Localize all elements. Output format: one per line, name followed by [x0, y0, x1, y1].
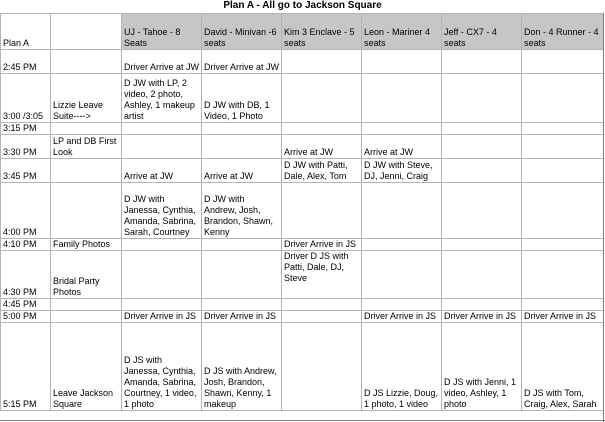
schedule-cell[interactable]: [522, 251, 604, 299]
schedule-cell[interactable]: Driver Arrive in JS: [202, 311, 282, 323]
schedule-cell[interactable]: D JW with LP, 2 video, 2 photo, Ashley, 1 makeup artist: [122, 74, 202, 123]
event-cell[interactable]: [51, 311, 122, 323]
event-cell[interactable]: [51, 50, 122, 74]
schedule-cell[interactable]: D JW with Patti, Dale, Alex, Tom: [282, 159, 362, 183]
sheet-title: Plan A - All go to Jackson Square: [223, 0, 382, 11]
schedule-cell[interactable]: [362, 251, 442, 299]
schedule-cell[interactable]: D JS with Tom, Craig, Alex, Sarah: [522, 323, 604, 411]
column-header-uj[interactable]: UJ - Tahoe - 8 Seats: [122, 14, 202, 50]
schedule-cell[interactable]: Driver Arrive at JW: [202, 50, 282, 74]
schedule-cell[interactable]: [282, 299, 362, 311]
table-row: [1, 183, 604, 239]
schedule-cell[interactable]: [522, 135, 604, 159]
schedule-cell[interactable]: [122, 299, 202, 311]
event-cell[interactable]: [51, 183, 122, 239]
time-cell[interactable]: 4:45 PM: [1, 299, 51, 311]
event-cell[interactable]: [51, 123, 122, 135]
schedule-cell[interactable]: Driver Arrive in JS: [122, 311, 202, 323]
table-row: [1, 74, 604, 123]
schedule-cell[interactable]: [202, 299, 282, 311]
time-cell[interactable]: 5:00 PM: [1, 311, 51, 323]
schedule-cell[interactable]: D JW with Janessa, Cynthia, Amanda, Sabrina, Sarah, Courtney: [122, 183, 202, 239]
schedule-cell[interactable]: D JW with DB, 1 Video, 1 Photo: [202, 74, 282, 123]
time-cell[interactable]: 5:15 PM: [1, 323, 51, 411]
schedule-cell[interactable]: [122, 123, 202, 135]
schedule-cell[interactable]: [522, 239, 604, 251]
event-header-cell[interactable]: [51, 14, 122, 50]
schedule-cell[interactable]: [442, 183, 522, 239]
schedule-cell[interactable]: [122, 251, 202, 299]
schedule-cell[interactable]: D JS Lizzie, Doug, 1 photo, 1 video: [362, 323, 442, 411]
corner-label[interactable]: Plan A: [1, 14, 51, 50]
column-header-don[interactable]: Don - 4 Runner - 4 seats: [522, 14, 604, 50]
schedule-cell[interactable]: [362, 74, 442, 123]
event-cell[interactable]: Leave Jackson Square: [51, 323, 122, 411]
column-header-leon[interactable]: Leon - Mariner 4 seats: [362, 14, 442, 50]
schedule-cell[interactable]: Arrive at JW: [202, 159, 282, 183]
table-row: [1, 251, 604, 299]
time-cell[interactable]: 4:10 PM: [1, 239, 51, 251]
schedule-cell[interactable]: [282, 50, 362, 74]
time-cell[interactable]: 3:45 PM: [1, 159, 51, 183]
time-cell[interactable]: 4:00 PM: [1, 183, 51, 239]
schedule-cell[interactable]: [442, 251, 522, 299]
schedule-cell[interactable]: [122, 135, 202, 159]
schedule-cell[interactable]: [282, 183, 362, 239]
schedule-cell[interactable]: D JS with Jenni, 1 video, Ashley, 1 photo: [442, 323, 522, 411]
schedule-cell[interactable]: D JS with Janessa, Cynthia, Amanda, Sabrina, Courtney, 1 video, 1 photo: [122, 323, 202, 411]
column-header-kim[interactable]: Kim 3 Enclave - 5 seats: [282, 14, 362, 50]
event-cell[interactable]: Lizzie Leave Suite---->: [51, 74, 122, 123]
table-row: [1, 299, 604, 311]
schedule-cell[interactable]: [522, 159, 604, 183]
column-header-david[interactable]: David - Minivan -6 seats: [202, 14, 282, 50]
schedule-table: [0, 13, 604, 411]
schedule-cell[interactable]: [202, 123, 282, 135]
schedule-cell[interactable]: D JW with Andrew, Josh, Brandon, Shawn, Kenny: [202, 183, 282, 239]
schedule-cell[interactable]: [442, 123, 522, 135]
event-cell[interactable]: Family Photos: [51, 239, 122, 251]
time-cell[interactable]: 3:30 PM: [1, 135, 51, 159]
schedule-cell[interactable]: Driver Arrive in JS: [442, 311, 522, 323]
schedule-cell[interactable]: [442, 74, 522, 123]
table-row: [1, 239, 604, 251]
time-cell[interactable]: 4:30 PM: [1, 251, 51, 299]
schedule-cell[interactable]: [362, 239, 442, 251]
schedule-cell[interactable]: Driver Arrive in JS: [522, 311, 604, 323]
schedule-cell[interactable]: [282, 311, 362, 323]
schedule-cell[interactable]: [522, 299, 604, 311]
table-row: [1, 311, 604, 323]
schedule-cell[interactable]: [122, 239, 202, 251]
schedule-cell[interactable]: Arrive at JW: [282, 135, 362, 159]
schedule-cell[interactable]: [282, 323, 362, 411]
schedule-cell[interactable]: D JW with Steve, DJ, Jenni, Craig: [362, 159, 442, 183]
schedule-cell[interactable]: [362, 299, 442, 311]
schedule-cell[interactable]: Driver Arrive in JS: [362, 311, 442, 323]
schedule-cell[interactable]: [522, 123, 604, 135]
sheet-border-bottom: [0, 420, 605, 421]
schedule-cell[interactable]: [202, 239, 282, 251]
schedule-cell[interactable]: [202, 135, 282, 159]
schedule-cell[interactable]: [442, 299, 522, 311]
event-cell[interactable]: [51, 159, 122, 183]
table-row: [1, 323, 604, 411]
time-cell[interactable]: 2:45 PM: [1, 50, 51, 74]
schedule-cell[interactable]: [362, 50, 442, 74]
time-cell[interactable]: 3:00 /3:05: [1, 74, 51, 123]
table-row: [1, 123, 604, 135]
table-row: [1, 50, 604, 74]
header-row: [1, 14, 604, 50]
schedule-cell[interactable]: [442, 239, 522, 251]
schedule-cell[interactable]: Arrive at JW: [362, 135, 442, 159]
schedule-cell[interactable]: Arrive at JW: [122, 159, 202, 183]
schedule-cell[interactable]: [362, 123, 442, 135]
event-cell[interactable]: LP and DB First Look: [51, 135, 122, 159]
schedule-cell[interactable]: [202, 251, 282, 299]
schedule-cell[interactable]: [442, 135, 522, 159]
time-cell[interactable]: 3:15 PM: [1, 123, 51, 135]
schedule-cell[interactable]: Driver Arrive in JS: [282, 239, 362, 251]
column-header-jeff[interactable]: Jeff - CX7 - 4 seats: [442, 14, 522, 50]
schedule-cell[interactable]: [442, 50, 522, 74]
schedule-cell[interactable]: Driver D JS with Patti, Dale, DJ, Steve: [282, 251, 362, 299]
table-row: [1, 135, 604, 159]
table-row: [1, 159, 604, 183]
schedule-cell[interactable]: [522, 50, 604, 74]
event-cell[interactable]: [51, 299, 122, 311]
schedule-cell[interactable]: [282, 123, 362, 135]
schedule-cell[interactable]: [522, 74, 604, 123]
schedule-cell[interactable]: [522, 183, 604, 239]
sheet-border-right: [603, 13, 604, 422]
schedule-cell[interactable]: [282, 74, 362, 123]
schedule-cell[interactable]: D JS with Andrew, Josh, Brandon, Shawn, Kenny, 1 makeup: [202, 323, 282, 411]
schedule-cell[interactable]: Driver Arrive at JW: [122, 50, 202, 74]
schedule-cell[interactable]: [442, 159, 522, 183]
event-cell[interactable]: Bridal Party Photos: [51, 251, 122, 299]
schedule-cell[interactable]: [362, 183, 442, 239]
